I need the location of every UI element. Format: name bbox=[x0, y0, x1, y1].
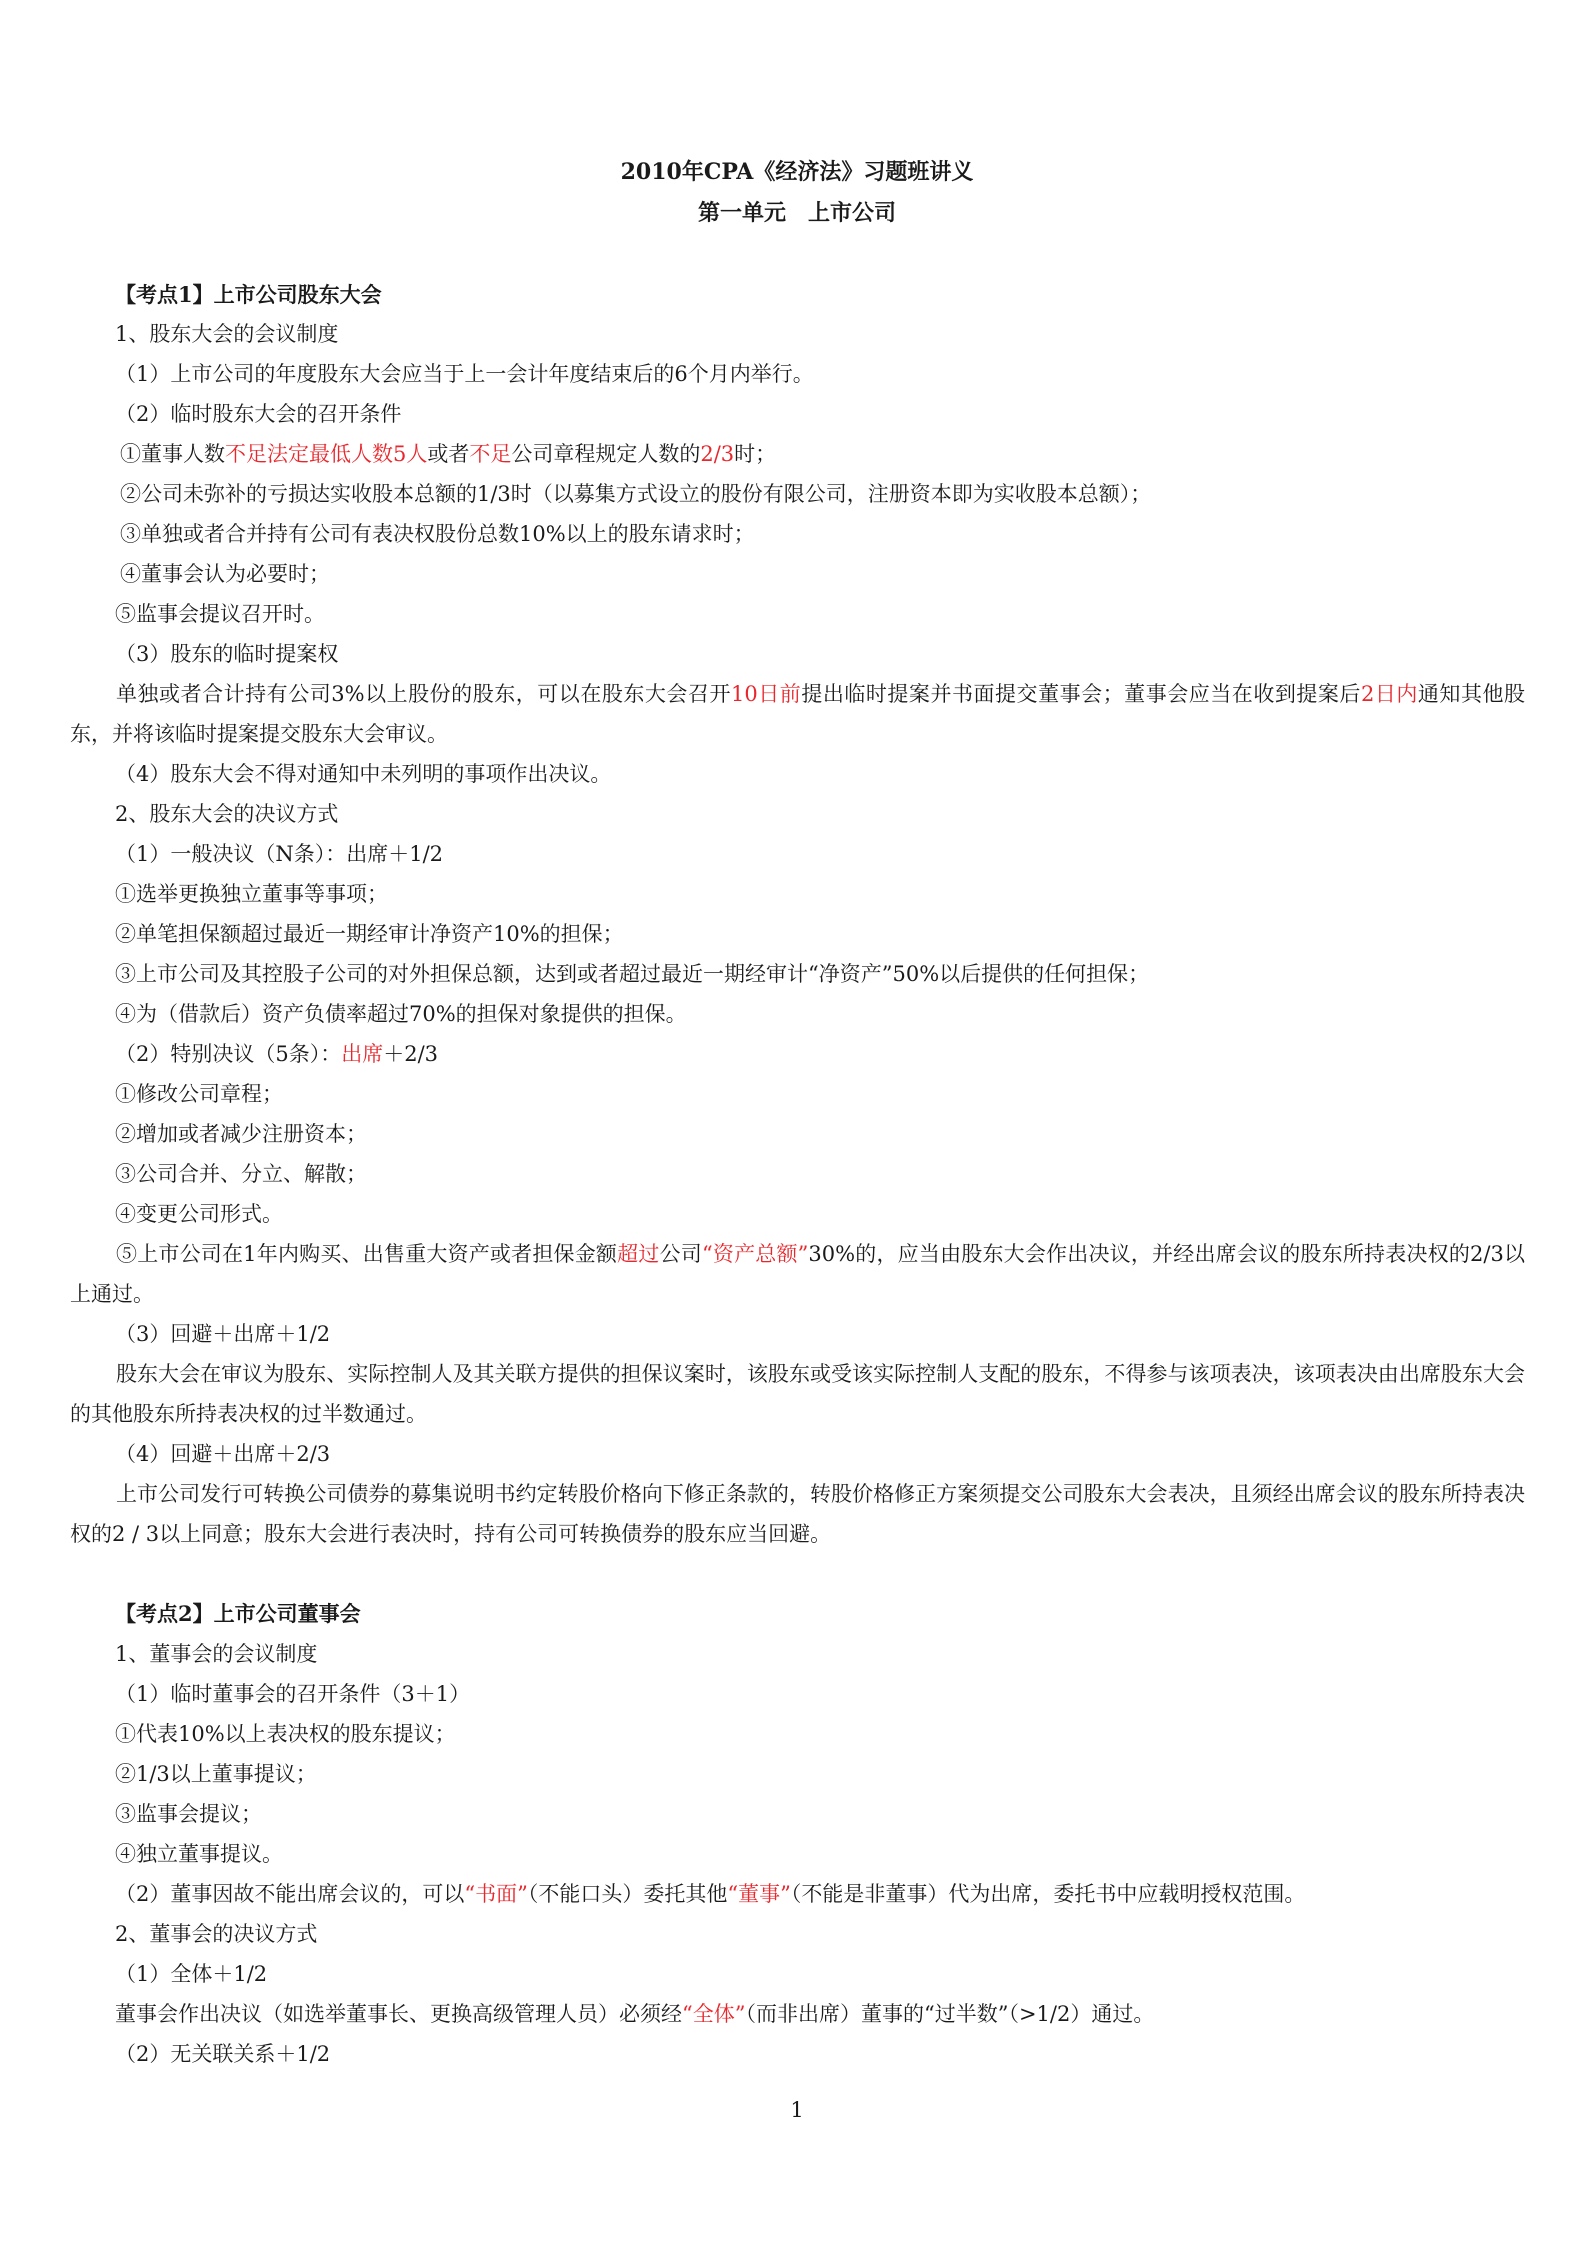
topic1-section2: 2、股东大会的决议方式 bbox=[115, 802, 339, 826]
topic1-item-2-4: （4）回避＋出席＋2/3 bbox=[115, 1442, 331, 1466]
general-resolution-2: ②单笔担保额超过最近一期经审计净资产10%的担保； bbox=[115, 922, 624, 946]
special-resolution-4: ④变更公司形式。 bbox=[115, 1202, 283, 1226]
topic1-item-1-1: （1）上市公司的年度股东大会应当于上一会计年度结束后的6个月内举行。 bbox=[115, 362, 814, 386]
special-resolution-3: ③公司合并、分立、解散； bbox=[115, 1162, 367, 1186]
topic2-heading: 【考点2】上市公司董事会 bbox=[115, 1601, 361, 1626]
topic1-item-2-1: （1）一般决议（N条）：出席＋1/2 bbox=[115, 842, 444, 866]
document-subtitle: 第一单元 上市公司 bbox=[697, 200, 896, 226]
board-condition-2: ②1/3以上董事提议； bbox=[115, 1762, 317, 1786]
topic1-section1: 1、股东大会的会议制度 bbox=[115, 322, 339, 346]
condition-2: ②公司未弥补的亏损达实收股本总额的1/3时（以募集方式设立的股份有限公司，注册资本即为实收股本总额）； bbox=[120, 482, 1152, 506]
condition-3: ③单独或者合并持有公司有表决权股份总数10%以上的股东请求时； bbox=[120, 522, 755, 546]
board-condition-4: ④独立董事提议。 bbox=[115, 1842, 283, 1866]
proposal-paragraph: 单独或者合计持有公司3%以上股份的股东，可以在股东大会召开10日前提出临时提案并书面提交董事会；董事会应当在收到提案后2日内通知其他股东，并将该临时提案提交股东大会审议。 bbox=[70, 682, 1525, 746]
topic2-item-2-2: （2）无关联关系＋1/2 bbox=[115, 2042, 331, 2066]
avoidance-paragraph-2: 上市公司发行可转换公司债券的募集说明书约定转股价格向下修正条款的，转股价格修正方案须提交公司股东大会表决，且须经出席会议的股东所持表决权的2 / 3以上同意；股东大会进行表决时，持有公司可转换债券的股东应当回避。 bbox=[70, 1482, 1525, 1546]
topic1-item-2-2: （2）特别决议（5条）：出席＋2/3 bbox=[115, 1042, 439, 1066]
topic2-item-1-2: （2）董事因故不能出席会议的，可以“书面”（不能口头）委托其他“董事”（不能是非董事）代为出席，委托书中应载明授权范围。 bbox=[115, 1882, 1306, 1906]
document-title: 2010年CPA《经济法》习题班讲义 bbox=[620, 159, 974, 185]
board-condition-3: ③监事会提议； bbox=[115, 1802, 262, 1826]
topic1-item-1-2: （2）临时股东大会的召开条件 bbox=[115, 402, 402, 426]
topic2-section1: 1、董事会的会议制度 bbox=[115, 1642, 318, 1666]
condition-1: ①董事人数不足法定最低人数5人或者不足公司章程规定人数的2/3时； bbox=[120, 442, 777, 466]
general-resolution-3: ③上市公司及其控股子公司的对外担保总额，达到或者超过最近一期经审计“净资产”50%以后提供的任何担保； bbox=[115, 962, 1150, 986]
special-resolution-1: ①修改公司章程； bbox=[115, 1082, 283, 1106]
condition-5: ⑤监事会提议召开时。 bbox=[115, 602, 325, 626]
board-condition-1: ①代表10%以上表决权的股东提议； bbox=[115, 1722, 456, 1746]
all-directors-paragraph: 董事会作出决议（如选举董事长、更换高级管理人员）必须经“全体”（而非出席）董事的“过半数”（>1/2）通过。 bbox=[115, 2002, 1155, 2026]
avoidance-paragraph-1: 股东大会在审议为股东、实际控制人及其关联方提供的担保议案时，该股东或受该实际控制人支配的股东，不得参与该项表决，该项表决由出席股东大会的其他股东所持表决权的过半数通过。 bbox=[70, 1362, 1525, 1426]
special-resolution-5: ⑤上市公司在1年内购买、出售重大资产或者担保金额超过公司“资产总额”30%的，应当由股东大会作出决议，并经出席会议的股东所持表决权的2/3以上通过。 bbox=[70, 1242, 1526, 1306]
page-number: 1 bbox=[790, 2098, 804, 2122]
general-resolution-1: ①选举更换独立董事等事项； bbox=[115, 882, 388, 906]
special-resolution-2: ②增加或者减少注册资本； bbox=[115, 1122, 367, 1146]
topic2-item-1-1: （1）临时董事会的召开条件（3＋1） bbox=[115, 1682, 471, 1706]
topic1-item-1-3: （3）股东的临时提案权 bbox=[115, 642, 339, 666]
condition-4: ④董事会认为必要时； bbox=[120, 562, 330, 586]
topic1-heading: 【考点1】上市公司股东大会 bbox=[115, 282, 382, 307]
topic2-section2: 2、董事会的决议方式 bbox=[115, 1922, 318, 1946]
topic1-item-2-3: （3）回避＋出席＋1/2 bbox=[115, 1322, 331, 1346]
topic1-item-1-4: （4）股东大会不得对通知中未列明的事项作出决议。 bbox=[115, 762, 612, 786]
general-resolution-4: ④为（借款后）资产负债率超过70%的担保对象提供的担保。 bbox=[115, 1002, 687, 1026]
topic2-item-2-1: （1）全体＋1/2 bbox=[115, 1962, 268, 1986]
